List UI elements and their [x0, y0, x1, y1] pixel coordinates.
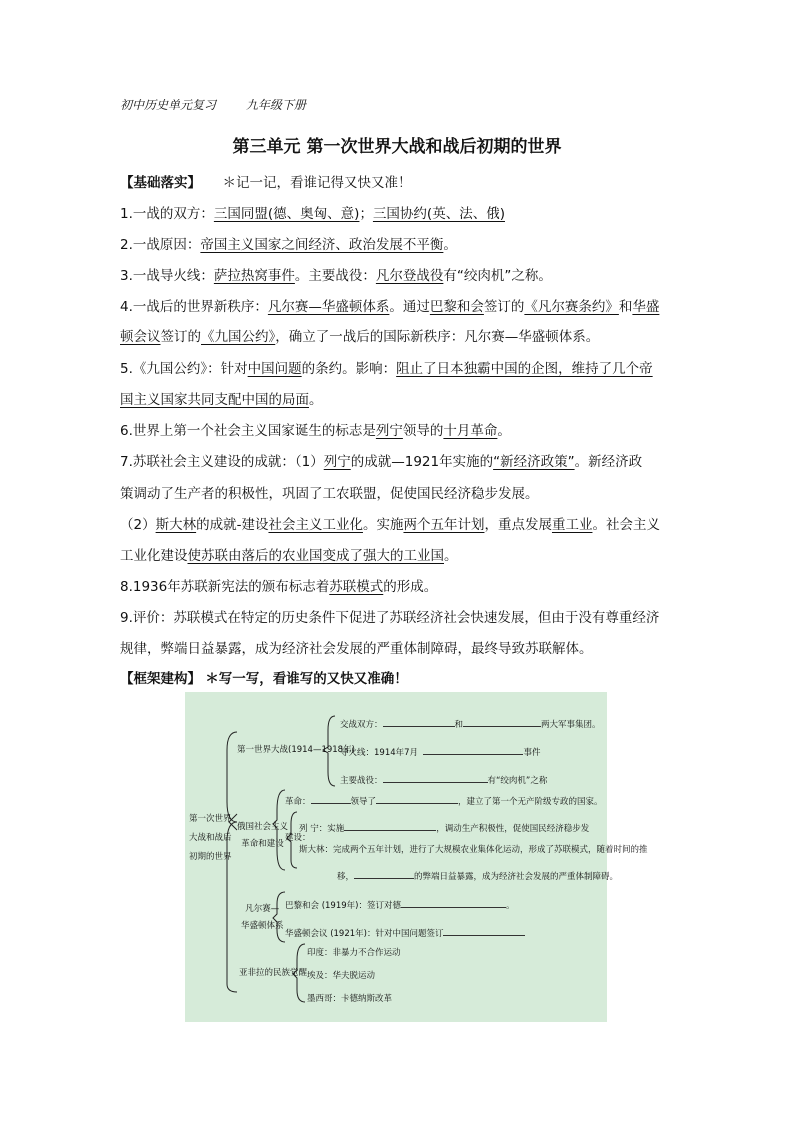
revolution-row [285, 794, 603, 808]
answer: 重工业 [551, 517, 593, 533]
item-7b [120, 516, 680, 534]
item-5-cont [120, 391, 680, 409]
root-line: 第一次世界 [189, 814, 232, 824]
item-4-cont [120, 328, 680, 346]
item-6 [120, 422, 680, 440]
section-label: 【基础落实】 [120, 175, 201, 191]
item-7-prefix: 7.苏联社会主义建设的成就：（1） [120, 454, 324, 470]
answer: 三国同盟(德、奥匈、意) [213, 206, 360, 222]
ww1-fuse [340, 745, 540, 759]
vw-node [241, 904, 284, 932]
ww1-belligerents-label: 交战双方： [340, 720, 383, 730]
item-3 [120, 267, 680, 285]
item-9: 9.评价：苏联模式在特定的历史条件下促进了苏联经济社会快速发展，但由于没有尊重经济 [120, 610, 660, 626]
answer: 列宁 [375, 423, 403, 439]
stalin-row-cont [337, 869, 618, 883]
item-4-mid: 。通过 [389, 299, 430, 315]
item-7b-line2a: 工业化建设 [120, 548, 188, 564]
russia-line: 革命和建设 [241, 839, 284, 849]
item-6-suffix: 。 [497, 423, 511, 439]
section-note: ＊记一记，看谁记得又快又准！ [222, 175, 412, 191]
answer: 中国问题 [247, 361, 302, 377]
blank-field[interactable] [423, 745, 523, 755]
paris-row [285, 898, 514, 912]
washington-label: 华盛顿会议 (1921年)：针对中国问题签订 [285, 929, 444, 939]
ww1-battle-label: 主要战役： [340, 776, 383, 786]
root-label [189, 814, 232, 863]
answer: 萨拉热窝事件 [213, 268, 295, 284]
item-7b-cont [120, 547, 680, 565]
item-5-suffix: 。 [309, 392, 323, 408]
root-line: 初期的世界 [189, 852, 232, 862]
ww1-fuse-label: 导火线：1914年7月 [340, 748, 419, 758]
paris-label: 巴黎和会 (1919年)：签订对德 [285, 901, 401, 911]
blank-field[interactable] [383, 717, 455, 727]
india-row: 印度：非暴力不合作运动 [307, 948, 401, 958]
header-course: 初中历史单元复习 [120, 98, 217, 112]
lenin-suffix: ，调动生产积极性，促使国民经济稳步发 [436, 824, 590, 834]
answer: 斯大林 [155, 517, 197, 533]
answer: 列宁 [323, 454, 351, 470]
answer: 凡尔登战役 [375, 268, 444, 284]
item-7-suffix: 。新经济政 [574, 454, 643, 470]
item-8-suffix: 的形成。 [383, 579, 438, 595]
item-7-mid: 的成就—1921年实施的 [350, 454, 494, 470]
answer: 苏联模式 [329, 579, 384, 595]
blank-field[interactable] [463, 717, 541, 727]
blank-field[interactable] [443, 926, 525, 936]
blank-field[interactable] [354, 869, 414, 879]
item-4-mid4: 签订的 [160, 329, 201, 345]
ww1-belligerents [340, 717, 601, 731]
item-7b-line2c: 。 [444, 548, 458, 564]
blank-field[interactable] [383, 773, 488, 783]
blank-field[interactable] [311, 794, 351, 804]
item-1-sep: ； [359, 206, 373, 222]
item-6-mid: 领导的 [402, 423, 444, 439]
item-2-prefix: 2.一战原因： [120, 237, 201, 253]
item-4-mid3: 和 [618, 299, 633, 315]
item-4 [120, 298, 680, 316]
ww1-battle [340, 773, 547, 787]
knowledge-framework-diagram [185, 692, 648, 1022]
answer: 十月革命 [443, 423, 498, 439]
ww1-node: 第一世界大战(1914—1918年) [237, 745, 355, 755]
item-4-mid2: 签订的 [483, 299, 525, 315]
item-2 [120, 236, 680, 254]
item-1 [120, 205, 680, 223]
item-7 [120, 453, 680, 471]
section-framework-heading [120, 670, 680, 688]
item-3-mid: 。主要战役： [294, 268, 376, 284]
item-7b-mid2: 。实施 [362, 517, 404, 533]
section-basics-heading [120, 174, 680, 192]
stalin-suffix: 的弊端日益暴露，成为经济社会发展的严重体制障碍。 [414, 872, 619, 882]
header-grade: 九年级下册 [245, 98, 306, 112]
item-5 [120, 360, 680, 378]
item-5-mid: 的条约。影响： [301, 361, 397, 377]
vw-line: 华盛顿体系 [241, 921, 284, 931]
section-label: 【框架建构】 [120, 671, 201, 687]
russia-node [237, 822, 288, 850]
item-5-prefix: 5.《九国公约》：针对 [120, 361, 248, 377]
ww1-battle-suffix: 有“绞肉机”之称 [487, 776, 548, 786]
answer: 《凡尔赛条约》 [524, 299, 619, 315]
answer: 两个五年计划 [403, 517, 485, 533]
item-3-prefix: 3.一战导火线： [120, 268, 214, 284]
blank-field[interactable] [401, 898, 506, 908]
asia-node: 亚非拉的民族觉醒 [239, 968, 308, 978]
item-2-suffix: 。 [443, 237, 457, 253]
answer: 《九国公约》 [201, 329, 276, 345]
answer: 华盛 [632, 299, 660, 315]
item-6-prefix: 6.世界上第一个社会主义国家诞生的标志是 [120, 423, 376, 439]
answer: 巴黎和会 [429, 299, 484, 315]
item-4-prefix: 4.一战后的世界新秩序： [120, 299, 268, 315]
answer: 顿会议 [120, 329, 161, 345]
washington-row [285, 926, 525, 940]
egypt-row: 埃及：华夫脱运动 [307, 971, 376, 981]
section-note: ＊写一写，看谁写的又快又准确！ [205, 671, 408, 687]
ww1-fuse-suffix: 事件 [523, 748, 541, 758]
item-7-cont: 策调动了生产者的积极性，巩固了工农联盟，促使国民经济稳步发展。 [120, 486, 539, 502]
answer: “新经济政策” [493, 454, 575, 470]
paris-suffix: 。 [505, 901, 515, 911]
item-7b-mid: 的成就-建设 [196, 517, 269, 533]
answer: 国主义国家共同支配中国的局面 [120, 392, 309, 408]
page-header [120, 96, 332, 113]
blank-field[interactable] [344, 821, 436, 831]
build-label: 建设： [285, 833, 311, 843]
russia-line: 俄国社会主义 [237, 822, 289, 832]
ww1-belligerents-suffix: 两大军事集团。 [541, 720, 601, 730]
item-8 [120, 578, 680, 596]
answer: 三国协约(英、法、俄) [372, 206, 505, 222]
lenin-label: 列 宁：实施 [299, 824, 345, 834]
stalin-row: 斯大林：完成两个五年计划，进行了大规模农业集体化运动，形成了苏联模式，随着时间的推 [299, 845, 648, 855]
item-7b-mid3: ，重点发展 [484, 517, 552, 533]
answer: 阻止了日本独霸中国的企图，维持了几个帝 [396, 361, 653, 377]
revolution-mid: 领导了 [350, 797, 377, 807]
ww1-belligerents-and: 和 [454, 720, 464, 730]
answer: 使苏联由落后的农业国变成了强大的工业国 [187, 548, 444, 564]
revolution-label: 革命： [285, 797, 311, 807]
item-4-suffix: ，确立了一战后的国际新秩序：凡尔赛—华盛顿体系。 [275, 329, 600, 345]
stalin-prefix: 移， [337, 872, 355, 882]
answer: 帝国主义国家之间经济、政治发展不平衡 [200, 237, 444, 253]
item-8-prefix: 8.1936年苏联新宪法的颁布标志着 [120, 579, 330, 595]
page-title: 第三单元 第一次世界大战和战后初期的世界 [232, 137, 562, 157]
item-7b-prefix: （2） [120, 517, 156, 533]
vw-line: 凡尔赛— [245, 904, 280, 914]
item-1-prefix: 1.一战的双方： [120, 206, 214, 222]
root-line: 大战和战后 [189, 833, 232, 843]
lenin-row [299, 821, 589, 835]
revolution-suffix: ，建立了第一个无产阶级专政的国家。 [458, 797, 603, 807]
item-7b-suffix: 。社会主义 [592, 517, 660, 533]
answer: 社会主义工业化 [268, 517, 363, 533]
blank-field[interactable] [376, 794, 458, 804]
mexico-row: 墨西哥：卡德纳斯改革 [307, 994, 393, 1004]
answer: 凡尔赛—华盛顿体系 [267, 299, 390, 315]
item-9-cont: 规律，弊端日益暴露，成为经济社会发展的严重体制障碍，最终导致苏联解体。 [120, 641, 593, 657]
item-3-suffix: 有“绞肉机”之称。 [443, 268, 552, 284]
